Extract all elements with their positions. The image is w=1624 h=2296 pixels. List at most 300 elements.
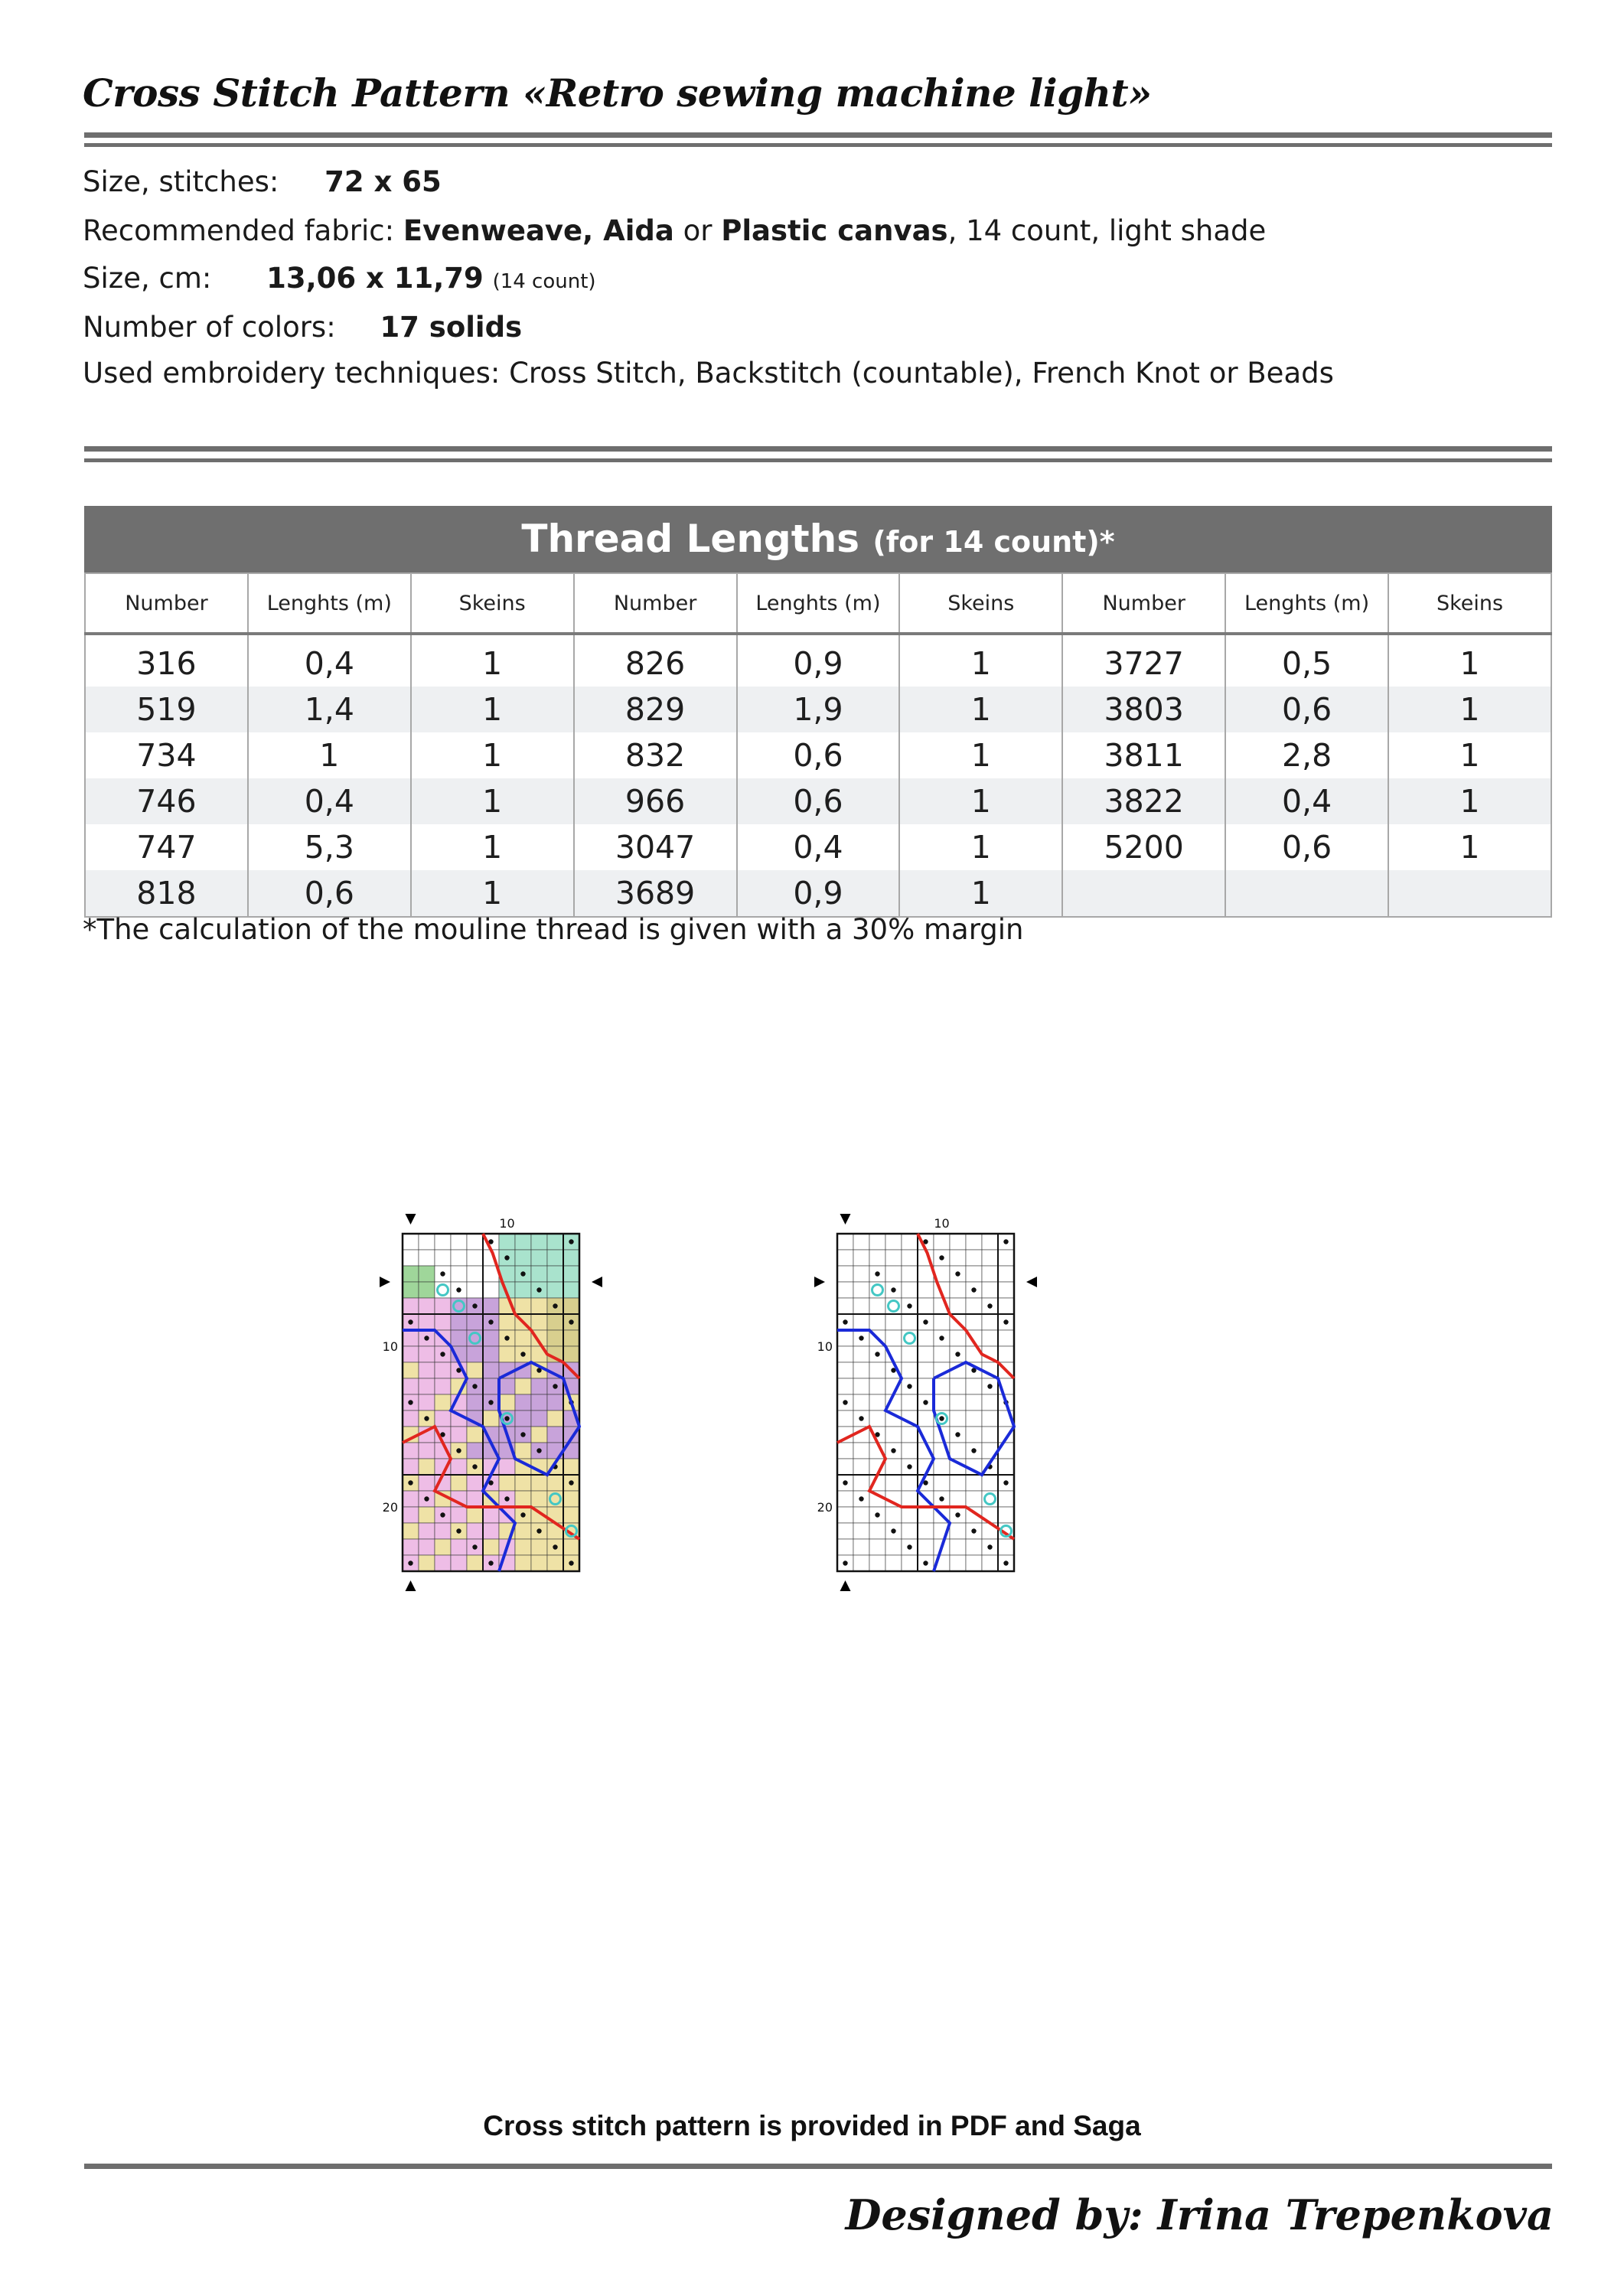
stitch-symbol (987, 1384, 992, 1388)
grid-cell (966, 1539, 982, 1555)
table-cell: 1 (899, 634, 1062, 687)
grid-cell (435, 1523, 451, 1539)
table-cell: 966 (574, 778, 737, 824)
grid-cell (467, 1250, 483, 1266)
stitch-symbol (923, 1319, 928, 1324)
table-cell: 5,3 (248, 824, 411, 870)
stitch-symbol (440, 1352, 445, 1356)
grid-cell (435, 1314, 451, 1330)
grid-cell (451, 1555, 467, 1571)
stitch-symbol (569, 1561, 573, 1565)
table-cell: 3727 (1062, 634, 1225, 687)
table-cell: 1 (1388, 778, 1551, 824)
divider (84, 2164, 1552, 2169)
grid-cell (950, 1491, 966, 1507)
center-arrow-right (1026, 1277, 1037, 1287)
grid-cell (467, 1282, 483, 1298)
grid-cell (483, 1378, 499, 1394)
cm-note: (14 count) (492, 270, 596, 293)
table-cell: 826 (574, 634, 737, 687)
column-header: Number (85, 573, 248, 634)
grid-cell (451, 1314, 467, 1330)
grid-cell (515, 1250, 531, 1266)
grid-cell (435, 1298, 451, 1314)
axis-label-10-left: 10 (382, 1339, 398, 1354)
page-title: Cross Stitch Pattern «Retro sewing machine light» (83, 70, 1152, 116)
table-cell: 0,5 (1225, 634, 1388, 687)
grid-cell (934, 1394, 950, 1411)
thread-table-header (84, 506, 1552, 572)
grid-cell (998, 1250, 1014, 1266)
grid-cell (467, 1394, 483, 1411)
table-cell (1388, 870, 1551, 917)
thread-table-title: Thread Lengths (521, 517, 859, 561)
grid-cell (853, 1282, 869, 1298)
grid-cell (982, 1555, 998, 1571)
column-header: Lenghts (m) (248, 573, 411, 634)
center-arrow-left (380, 1277, 390, 1287)
stitch-symbol (987, 1544, 992, 1549)
table-cell: 1 (899, 732, 1062, 778)
table-cell: 1 (899, 870, 1062, 917)
grid-cell (950, 1475, 966, 1491)
center-arrow-bottom (840, 1580, 851, 1591)
table-cell: 1 (411, 634, 574, 687)
stitch-symbol (408, 1400, 413, 1404)
grid-cell (403, 1411, 419, 1427)
table-cell: 1 (411, 732, 574, 778)
grid-cell (837, 1507, 853, 1523)
stitch-symbol (472, 1303, 477, 1308)
table-row (85, 732, 1551, 778)
stitch-symbol (907, 1303, 911, 1308)
divider (84, 143, 1552, 147)
center-arrow-bottom (406, 1580, 416, 1591)
table-cell: 3811 (1062, 732, 1225, 778)
stitch-symbol (891, 1448, 895, 1453)
table-cell: 1 (1388, 687, 1551, 732)
grid-cell (998, 1459, 1014, 1475)
column-header: Skeins (411, 573, 574, 634)
stitch-symbol (939, 1416, 944, 1420)
stitch-symbol (408, 1319, 413, 1324)
grid-cell (966, 1234, 982, 1250)
divider (84, 132, 1552, 138)
grid-cell (531, 1555, 547, 1571)
table-cell: 746 (85, 778, 248, 824)
stitch-symbol (843, 1400, 847, 1404)
grid-cell (467, 1523, 483, 1539)
table-cell: 2,8 (1225, 732, 1388, 778)
grid-cell (419, 1507, 435, 1523)
grid-cell (531, 1475, 547, 1491)
grid-cell (531, 1394, 547, 1411)
table-cell: 5200 (1062, 824, 1225, 870)
table-cell (1062, 870, 1225, 917)
grid-cell (515, 1378, 531, 1394)
grid-cell (853, 1507, 869, 1523)
grid-cell (563, 1491, 579, 1507)
grid-cell (982, 1394, 998, 1411)
axis-label-10-left: 10 (817, 1339, 833, 1354)
table-cell: 3803 (1062, 687, 1225, 732)
grid-cell (483, 1330, 499, 1346)
stitch-symbol (424, 1336, 429, 1340)
grid-cell (563, 1539, 579, 1555)
grid-cell (515, 1234, 531, 1250)
grid-cell (837, 1491, 853, 1507)
size-value: 72 x 65 (324, 165, 442, 198)
stitch-symbol (504, 1336, 509, 1340)
grid-cell (419, 1234, 435, 1250)
grid-cell (515, 1394, 531, 1411)
grid-cell (467, 1362, 483, 1378)
grid-cell (403, 1250, 419, 1266)
grid-cell (419, 1443, 435, 1459)
stitch-symbol (1003, 1319, 1008, 1324)
stitch-symbol (408, 1480, 413, 1485)
table-cell: 1 (411, 687, 574, 732)
grid-cell (547, 1234, 563, 1250)
grid-cell (547, 1250, 563, 1266)
grid-cell (853, 1459, 869, 1475)
grid-cell (950, 1378, 966, 1394)
cm-value: 13,06 x 11,79 (266, 262, 484, 295)
grid-cell (515, 1555, 531, 1571)
table-cell: 316 (85, 634, 248, 687)
grid-cell (419, 1378, 435, 1394)
grid-cell (966, 1378, 982, 1394)
fabric-or: or (683, 214, 713, 247)
table-cell: 3047 (574, 824, 737, 870)
stitch-symbol (955, 1271, 960, 1276)
grid-cell (547, 1475, 563, 1491)
stitch-symbol (536, 1528, 541, 1533)
table-row (85, 778, 1551, 824)
grid-cell (837, 1346, 853, 1362)
stitch-symbol (971, 1287, 976, 1292)
grid-cell (419, 1523, 435, 1539)
grid-cell (966, 1298, 982, 1314)
grid-cell (531, 1234, 547, 1250)
table-cell: 1 (1388, 732, 1551, 778)
grid-cell (853, 1523, 869, 1539)
grid-cell (403, 1491, 419, 1507)
table-cell: 519 (85, 687, 248, 732)
table-cell: 0,4 (248, 634, 411, 687)
grid-cell (885, 1330, 902, 1346)
table-cell: 1 (899, 824, 1062, 870)
grid-cell (483, 1411, 499, 1427)
center-arrow-top (840, 1214, 851, 1225)
grid-cell (435, 1539, 451, 1555)
grid-cell (950, 1555, 966, 1571)
grid-cell (515, 1475, 531, 1491)
table-cell: 832 (574, 732, 737, 778)
grid-cell (869, 1394, 885, 1411)
stitch-symbol (1003, 1480, 1008, 1485)
stitch-symbol (553, 1303, 557, 1308)
grid-cell (515, 1411, 531, 1427)
stitch-symbol (859, 1336, 863, 1340)
table-cell: 1 (899, 778, 1062, 824)
stitch-symbol (553, 1544, 557, 1549)
grid-cell (950, 1282, 966, 1298)
techniques-line: Used embroidery techniques: Cross Stitch, Backstitch (countable), French Knot or Beads (83, 357, 1334, 390)
grid-cell (531, 1378, 547, 1394)
table-cell: 734 (85, 732, 248, 778)
grid-cell (950, 1250, 966, 1266)
grid-cell (467, 1475, 483, 1491)
grid-cell (966, 1266, 982, 1282)
stitch-symbol (569, 1319, 573, 1324)
grid-cell (966, 1394, 982, 1411)
grid-cell (950, 1234, 966, 1250)
grid-cell (869, 1362, 885, 1378)
center-arrow-left (814, 1277, 825, 1287)
column-header: Skeins (899, 573, 1062, 634)
grid-cell (531, 1491, 547, 1507)
grid-cell (982, 1234, 998, 1250)
stitch-symbol (1003, 1561, 1008, 1565)
grid-cell (563, 1330, 579, 1346)
grid-cell (918, 1539, 934, 1555)
grid-cell (885, 1507, 902, 1523)
table-cell: 0,6 (737, 732, 900, 778)
grid-cell (950, 1443, 966, 1459)
grid-cell (483, 1507, 499, 1523)
table-row (85, 824, 1551, 870)
grid-cell (918, 1330, 934, 1346)
center-arrow-right (592, 1277, 602, 1287)
stitch-symbol (907, 1544, 911, 1549)
grid-cell (403, 1330, 419, 1346)
stitch-symbol (875, 1271, 879, 1276)
grid-cell (467, 1507, 483, 1523)
grid-cell (451, 1459, 467, 1475)
stitch-symbol (891, 1287, 895, 1292)
axis-label-10: 10 (499, 1216, 515, 1231)
table-cell: 1 (1388, 824, 1551, 870)
grid-cell (853, 1298, 869, 1314)
grid-cell (837, 1250, 853, 1266)
grid-cell (869, 1298, 885, 1314)
grid-cell (547, 1411, 563, 1427)
grid-cell (982, 1266, 998, 1282)
grid-cell (403, 1266, 419, 1282)
grid-cell (966, 1427, 982, 1443)
table-cell: 0,4 (248, 778, 411, 824)
grid-cell (885, 1475, 902, 1491)
stitch-symbol (955, 1432, 960, 1437)
cm-label: Size, cm: (83, 262, 212, 295)
grid-cell (451, 1539, 467, 1555)
grid-cell (998, 1330, 1014, 1346)
grid-cell (419, 1346, 435, 1362)
grid-cell (982, 1250, 998, 1266)
fabric-1: Evenweave, Aida (403, 214, 674, 247)
column-header: Number (574, 573, 737, 634)
grid-cell (563, 1266, 579, 1282)
grid-cell (515, 1539, 531, 1555)
stitch-symbol (1003, 1239, 1008, 1244)
grid-cell (966, 1411, 982, 1427)
thread-table (84, 572, 1552, 918)
stitch-symbol (907, 1464, 911, 1469)
grid-cell (563, 1298, 579, 1314)
column-header: Lenghts (m) (737, 573, 900, 634)
table-cell: 747 (85, 824, 248, 870)
grid-cell (837, 1411, 853, 1427)
stitch-symbol (440, 1271, 445, 1276)
grid-cell (419, 1459, 435, 1475)
stitch-symbol (939, 1496, 944, 1501)
grid-cell (467, 1443, 483, 1459)
grid-cell (918, 1282, 934, 1298)
grid-cell (435, 1555, 451, 1571)
stitch-symbol (536, 1448, 541, 1453)
table-cell: 0,9 (737, 870, 900, 917)
grid-cell (515, 1298, 531, 1314)
grid-cell (515, 1491, 531, 1507)
grid-cell (435, 1234, 451, 1250)
grid-cell (531, 1411, 547, 1427)
stitch-symbol (488, 1561, 493, 1565)
table-cell: 818 (85, 870, 248, 917)
grid-cell (515, 1523, 531, 1539)
grid-cell (902, 1491, 918, 1507)
grid-cell (869, 1411, 885, 1427)
stitch-symbol (875, 1512, 879, 1517)
grid-cell (531, 1266, 547, 1282)
grid-cell (869, 1539, 885, 1555)
grid-cell (966, 1250, 982, 1266)
grid-cell (563, 1346, 579, 1362)
grid-cell (467, 1234, 483, 1250)
colors-line (83, 311, 522, 344)
axis-label-20: 20 (382, 1500, 398, 1515)
grid-cell (998, 1507, 1014, 1523)
grid-cell (515, 1282, 531, 1298)
stitch-symbol (504, 1255, 509, 1260)
table-cell: 1 (899, 687, 1062, 732)
grid-cell (483, 1298, 499, 1314)
stitch-symbol (520, 1271, 525, 1276)
grid-cell (853, 1555, 869, 1571)
stitch-symbol (488, 1319, 493, 1324)
grid-cell (499, 1475, 515, 1491)
grid-cell (837, 1234, 853, 1250)
grid-cell (483, 1523, 499, 1539)
grid-cell (837, 1443, 853, 1459)
grid-cell (950, 1298, 966, 1314)
grid-cell (837, 1330, 853, 1346)
stitch-symbol (520, 1352, 525, 1356)
table-cell: 0,9 (737, 634, 900, 687)
grid-cell (902, 1266, 918, 1282)
grid-cell (950, 1539, 966, 1555)
grid-cell (419, 1394, 435, 1411)
grid-cell (403, 1523, 419, 1539)
grid-cell (934, 1378, 950, 1394)
table-cell: 0,6 (1225, 687, 1388, 732)
grid-cell (837, 1266, 853, 1282)
center-arrow-top (406, 1214, 416, 1225)
size-label: Size, stitches: (83, 165, 279, 198)
grid-cell (950, 1330, 966, 1346)
grid-cell (853, 1539, 869, 1555)
stitch-symbol (408, 1561, 413, 1565)
stitch-symbol (472, 1544, 477, 1549)
stitch-symbol (859, 1496, 863, 1501)
grid-cell (403, 1507, 419, 1523)
stitch-symbol (971, 1528, 976, 1533)
stitch-symbol (569, 1239, 573, 1244)
grid-cell (499, 1378, 515, 1394)
grid-cell (467, 1491, 483, 1507)
stitch-symbol (923, 1561, 928, 1565)
grid-cell (885, 1266, 902, 1282)
grid-cell (435, 1378, 451, 1394)
thread-table-subtitle: (for 14 count)* (872, 525, 1115, 559)
stitch-symbol (875, 1352, 879, 1356)
grid-cell (918, 1507, 934, 1523)
grid-cell (918, 1298, 934, 1314)
grid-cell (934, 1346, 950, 1362)
grid-cell (966, 1555, 982, 1571)
stitch-symbol (456, 1287, 461, 1292)
stitch-symbol (939, 1336, 944, 1340)
grid-cell (467, 1314, 483, 1330)
grid-cell (837, 1539, 853, 1555)
grid-cell (531, 1539, 547, 1555)
symbol-chart-preview (810, 1202, 1208, 1898)
grid-cell (563, 1282, 579, 1298)
grid-cell (869, 1555, 885, 1571)
grid-cell (982, 1330, 998, 1346)
divider (84, 458, 1552, 462)
grid-cell (902, 1362, 918, 1378)
grid-cell (499, 1459, 515, 1475)
grid-cell (934, 1459, 950, 1475)
grid-cell (547, 1427, 563, 1443)
grid-cell (837, 1298, 853, 1314)
grid-cell (419, 1555, 435, 1571)
grid-cell (853, 1346, 869, 1362)
grid-cell (467, 1266, 483, 1282)
grid-cell (950, 1394, 966, 1411)
grid-cell (853, 1314, 869, 1330)
grid-cell (902, 1282, 918, 1298)
stitch-symbol (456, 1528, 461, 1533)
grid-cell (902, 1523, 918, 1539)
grid-cell (563, 1459, 579, 1475)
grid-cell (451, 1330, 467, 1346)
table-cell: 1,4 (248, 687, 411, 732)
grid-cell (934, 1234, 950, 1250)
grid-cell (403, 1362, 419, 1378)
grid-cell (918, 1362, 934, 1378)
grid-cell (451, 1234, 467, 1250)
grid-cell (419, 1539, 435, 1555)
column-header: Number (1062, 573, 1225, 634)
grid-cell (885, 1234, 902, 1250)
grid-cell (483, 1362, 499, 1378)
stitch-symbol (520, 1512, 525, 1517)
grid-cell (531, 1427, 547, 1443)
grid-cell (869, 1314, 885, 1330)
fabric-line (83, 214, 1266, 247)
